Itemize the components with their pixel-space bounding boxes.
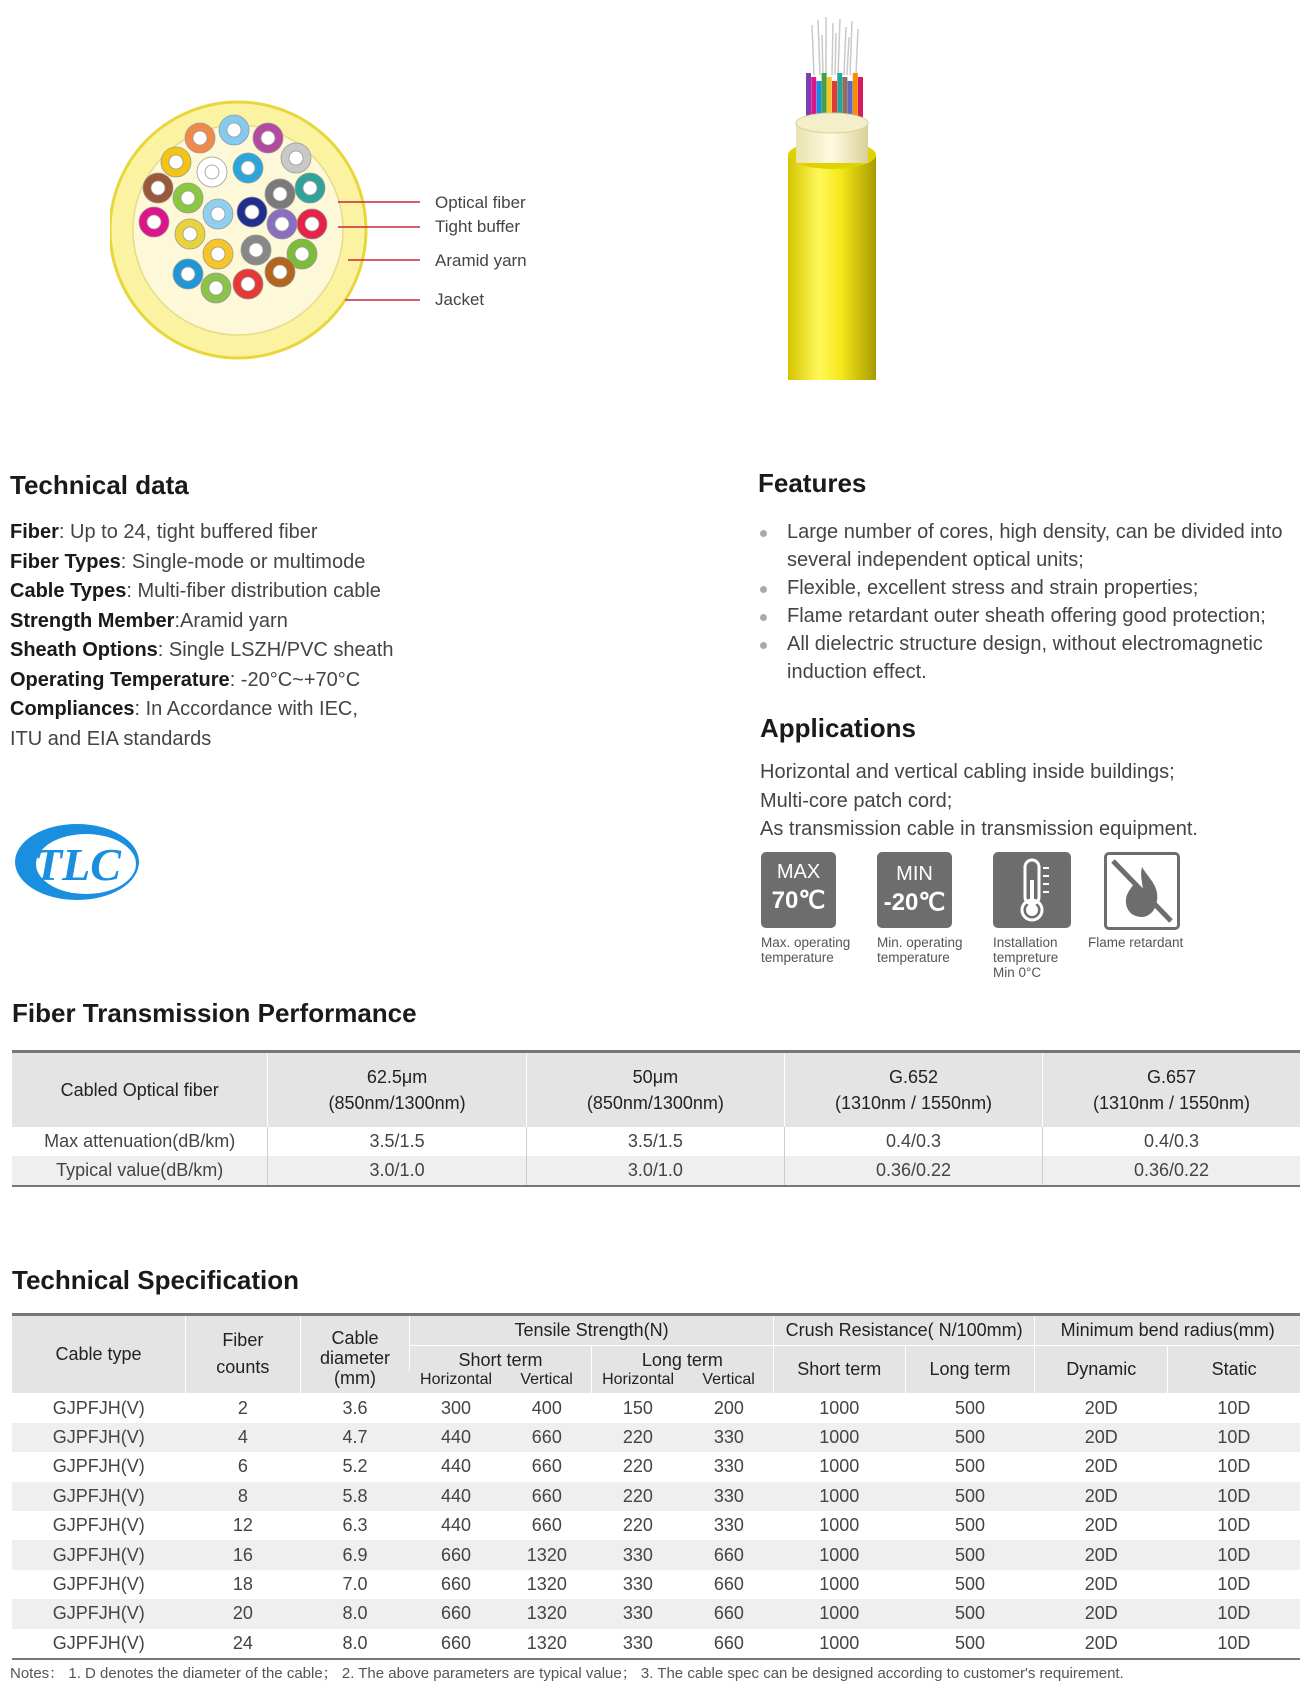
feature-item: Flexible, excellent stress and strain properties; <box>758 574 1298 602</box>
table-cell: 220 <box>622 1456 653 1477</box>
perf-header: G.657 (1310nm / 1550nm) <box>1043 1052 1301 1127</box>
table-cell: 20D <box>1084 1632 1118 1653</box>
table-cell: 24 <box>232 1632 253 1653</box>
table-cell: 10D <box>1217 1397 1251 1418</box>
min-temperature-icon: MIN -20℃ <box>877 852 952 928</box>
table-cell: 500 <box>954 1632 986 1653</box>
flame-retardant-caption: Flame retardant <box>1088 935 1184 950</box>
table-cell: 7.0 <box>342 1574 368 1595</box>
table-cell: 500 <box>954 1544 986 1565</box>
table-cell: 1000 <box>819 1603 860 1624</box>
table-row <box>12 1540 1300 1569</box>
table-cell: 500 <box>954 1427 986 1448</box>
thermometer-icon <box>993 852 1071 928</box>
flame-retardant-icon <box>1104 852 1180 930</box>
table-cell: 330 <box>622 1574 653 1595</box>
table-cell: 0.4/0.3 <box>785 1127 1043 1156</box>
tech-item-sheath-options: Sheath Options: Single LSZH/PVC sheath <box>10 639 394 661</box>
table-cell: 20D <box>1084 1515 1118 1536</box>
tech-item-cable-types: Cable Types: Multi-fiber distribution cable <box>10 580 381 602</box>
table-cell: 4.7 <box>342 1427 368 1448</box>
table-cell: 330 <box>622 1603 653 1624</box>
technical-specification-table <box>12 1313 1300 1660</box>
notes: Notes： 1. D denotes the diameter of the cable； 2. The above parameters are typical value； 3. The cable spec can be designed according to customer's requirement. <box>10 1665 1124 1682</box>
table-cell: GJPFJH(V) <box>52 1632 145 1653</box>
table-cell: GJPFJH(V) <box>52 1544 145 1565</box>
table-cell: 1000 <box>819 1574 860 1595</box>
perf-header: G.652 (1310nm / 1550nm) <box>785 1052 1043 1127</box>
table-cell: 16 <box>232 1544 253 1565</box>
table-cell: 660 <box>531 1456 562 1477</box>
application-item: Multi-core patch cord; <box>760 789 953 812</box>
table-cell: 330 <box>713 1427 744 1448</box>
table-cell: 660 <box>441 1603 472 1624</box>
spec-header: Static <box>1168 1346 1300 1394</box>
spec-header: Short term <box>410 1346 592 1372</box>
spec-header: Minimum bend radius(mm) <box>1035 1315 1300 1346</box>
applications-title: Applications <box>760 713 917 743</box>
min-temperature-caption: Min. operating temperature <box>877 935 963 965</box>
table-cell: 20D <box>1084 1544 1118 1565</box>
spec-title: Technical Specification <box>12 1265 300 1295</box>
table-row <box>12 1511 1300 1540</box>
table-cell: 220 <box>622 1515 653 1536</box>
table-cell: 660 <box>441 1574 472 1595</box>
table-cell: 10D <box>1217 1574 1251 1595</box>
spec-header: Long term <box>905 1346 1035 1394</box>
table-cell: 8.0 <box>342 1603 368 1624</box>
table-row <box>12 1156 1300 1186</box>
table-cell: 6 <box>237 1456 248 1477</box>
feature-item: Large number of cores, high density, can be divided into several independent optical units; <box>758 518 1298 574</box>
table-cell: 150 <box>622 1397 653 1418</box>
table-cell: 12 <box>232 1515 253 1536</box>
table-cell: 4 <box>237 1427 248 1448</box>
table-cell: 20D <box>1084 1485 1118 1506</box>
table-cell: 660 <box>713 1632 744 1653</box>
spec-header: Cable type <box>12 1315 186 1394</box>
spec-header: Cable diameter (mm) <box>300 1315 410 1394</box>
max-temperature-caption: Max. operating temperature <box>761 935 851 965</box>
table-cell: 330 <box>713 1456 744 1477</box>
label-optical-fiber: Optical fiber <box>435 193 526 212</box>
table-row <box>12 1482 1300 1511</box>
table-cell: 1000 <box>819 1427 860 1448</box>
table-cell: 400 <box>531 1397 562 1418</box>
table-cell: 1000 <box>819 1544 860 1565</box>
table-cell: 10D <box>1217 1456 1251 1477</box>
technical-data-title: Technical data <box>10 470 189 500</box>
table-cell: 3.0/1.0 <box>526 1156 784 1186</box>
table-cell: 10D <box>1217 1544 1251 1565</box>
table-cell: Max attenuation(dB/km) <box>44 1130 236 1151</box>
table-cell: 8 <box>237 1485 248 1506</box>
label-aramid-yarn: Aramid yarn <box>435 251 527 270</box>
table-cell: 330 <box>713 1485 744 1506</box>
table-cell: 660 <box>713 1574 744 1595</box>
label-jacket: Jacket <box>435 290 485 309</box>
perf-title: Fiber Transmission Performance <box>12 998 417 1028</box>
table-cell: 20D <box>1084 1456 1118 1477</box>
application-item: As transmission cable in transmission equipment. <box>760 818 1198 840</box>
tech-item-operating-temperature: Operating Temperature: -20°C~+70°C <box>10 668 361 691</box>
table-cell: 300 <box>441 1397 472 1418</box>
table-cell: 330 <box>713 1515 744 1536</box>
table-cell: 1000 <box>819 1632 860 1653</box>
table-cell: 660 <box>531 1515 562 1536</box>
table-cell: 0.4/0.3 <box>1043 1127 1301 1156</box>
table-cell: 10D <box>1217 1632 1251 1653</box>
table-cell: 6.3 <box>342 1515 368 1536</box>
spec-header: Vertical <box>684 1371 773 1393</box>
table-cell: 660 <box>713 1544 744 1565</box>
table-cell: 440 <box>441 1427 472 1448</box>
spec-header: Short term <box>773 1346 905 1394</box>
table-cell: 660 <box>441 1632 472 1653</box>
table-row <box>12 1452 1300 1481</box>
max-temperature-icon: MAX 70℃ <box>761 852 836 928</box>
table-row <box>12 1423 1300 1452</box>
table-cell: 3.6 <box>342 1397 368 1418</box>
perf-header: 62.5μm (850nm/1300nm) <box>268 1052 526 1127</box>
table-cell: 440 <box>441 1456 472 1477</box>
spec-header: Vertical <box>502 1371 591 1393</box>
table-row <box>12 1570 1300 1599</box>
features-list <box>758 518 1298 686</box>
feature-item: Flame retardant outer sheath offering good protection; <box>758 602 1298 630</box>
table-cell: 660 <box>713 1603 744 1624</box>
label-tight-buffer: Tight buffer <box>435 217 521 236</box>
table-cell: 500 <box>954 1485 986 1506</box>
feature-item: All dielectric structure design, without electromagnetic induction effect. <box>758 630 1298 686</box>
application-item: Horizontal and vertical cabling inside buildings; <box>760 761 1175 783</box>
installation-temperature-caption: Installation tempreture Min 0°C <box>993 935 1059 980</box>
table-cell: 440 <box>441 1485 472 1506</box>
table-cell: 660 <box>531 1427 562 1448</box>
table-cell: 2 <box>237 1397 248 1418</box>
table-cell: 10D <box>1217 1515 1251 1536</box>
table-cell: 500 <box>954 1574 986 1595</box>
table-cell: 3.5/1.5 <box>268 1127 526 1156</box>
table-cell: 500 <box>954 1515 986 1536</box>
table-cell: 1320 <box>526 1544 567 1565</box>
table-cell: 1320 <box>526 1574 567 1595</box>
features-title: Features <box>758 468 867 498</box>
table-row <box>12 1599 1300 1628</box>
perf-header: 50μm (850nm/1300nm) <box>526 1052 784 1127</box>
table-cell: 6.9 <box>342 1544 368 1565</box>
table-cell: 440 <box>441 1515 472 1536</box>
table-cell: GJPFJH(V) <box>52 1574 145 1595</box>
table-cell: 660 <box>441 1544 472 1565</box>
table-cell: 1000 <box>819 1515 860 1536</box>
table-cell: 1000 <box>819 1456 860 1477</box>
table-cell: 20D <box>1084 1397 1118 1418</box>
table-cell: GJPFJH(V) <box>52 1515 145 1536</box>
spec-header: Fiber counts <box>186 1315 301 1394</box>
applications-list <box>760 758 1198 844</box>
table-cell: GJPFJH(V) <box>52 1456 145 1477</box>
table-cell: 200 <box>713 1397 744 1418</box>
table-cell: 0.36/0.22 <box>1043 1156 1301 1186</box>
table-cell: 10D <box>1217 1427 1251 1448</box>
logo-text: TLC <box>34 839 121 890</box>
spec-header: Horizontal <box>410 1371 503 1393</box>
table-cell: 500 <box>954 1397 986 1418</box>
table-cell: 660 <box>531 1485 562 1506</box>
table-cell: 0.36/0.22 <box>785 1156 1043 1186</box>
tech-item-fiber: Fiber: Up to 24, tight buffered fiber <box>10 521 318 543</box>
table-cell: 20D <box>1084 1574 1118 1595</box>
tech-item-fiber-types: Fiber Types: Single-mode or multimode <box>10 550 366 573</box>
table-cell: 330 <box>622 1544 653 1565</box>
table-cell: 5.8 <box>342 1485 368 1506</box>
table-cell: 3.5/1.5 <box>526 1127 784 1156</box>
table-cell: 20 <box>232 1603 253 1624</box>
table-row <box>12 1127 1300 1156</box>
spec-header: Tensile Strength(N) <box>410 1315 774 1346</box>
table-cell: 500 <box>954 1603 986 1624</box>
spec-header: Horizontal <box>591 1371 684 1393</box>
tlc-logo <box>12 820 142 905</box>
spec-header: Crush Resistance( N/100mm) <box>773 1315 1035 1346</box>
table-cell: 18 <box>232 1574 253 1595</box>
transmission-performance-table <box>12 1050 1300 1187</box>
table-cell: 1320 <box>526 1632 567 1653</box>
table-cell: 220 <box>622 1427 653 1448</box>
table-cell: 8.0 <box>342 1632 368 1653</box>
table-cell: 1000 <box>819 1397 860 1418</box>
table-cell: GJPFJH(V) <box>52 1485 145 1506</box>
table-cell: 330 <box>622 1632 653 1653</box>
tech-item-strength-member: Strength Member:Aramid yarn <box>10 609 288 632</box>
cable-cross-section-diagram <box>110 90 560 370</box>
table-cell: 20D <box>1084 1427 1118 1448</box>
table-row <box>12 1393 1300 1423</box>
table-cell: 10D <box>1217 1485 1251 1506</box>
table-row <box>12 1629 1300 1659</box>
table-cell: GJPFJH(V) <box>52 1603 145 1624</box>
spec-header: Dynamic <box>1035 1346 1168 1394</box>
tech-item-compliances-continued: ITU and EIA standards <box>10 727 212 750</box>
cable-product-image <box>770 15 900 380</box>
table-cell: 20D <box>1084 1603 1118 1624</box>
perf-header: Cabled Optical fiber <box>60 1079 219 1100</box>
table-cell: 10D <box>1217 1603 1251 1624</box>
table-cell: 500 <box>954 1456 986 1477</box>
table-cell: 3.0/1.0 <box>268 1156 526 1186</box>
table-cell: GJPFJH(V) <box>52 1427 145 1448</box>
table-cell: 1000 <box>819 1485 860 1506</box>
table-cell: 220 <box>622 1485 653 1506</box>
table-cell: 5.2 <box>342 1456 368 1477</box>
technical-data-list <box>10 518 393 754</box>
table-cell: GJPFJH(V) <box>52 1397 145 1418</box>
table-cell: Typical value(dB/km) <box>56 1159 224 1180</box>
spec-header: Long term <box>591 1346 773 1372</box>
table-cell: 1320 <box>526 1603 567 1624</box>
tech-item-compliances: Compliances: In Accordance with IEC, <box>10 698 358 720</box>
